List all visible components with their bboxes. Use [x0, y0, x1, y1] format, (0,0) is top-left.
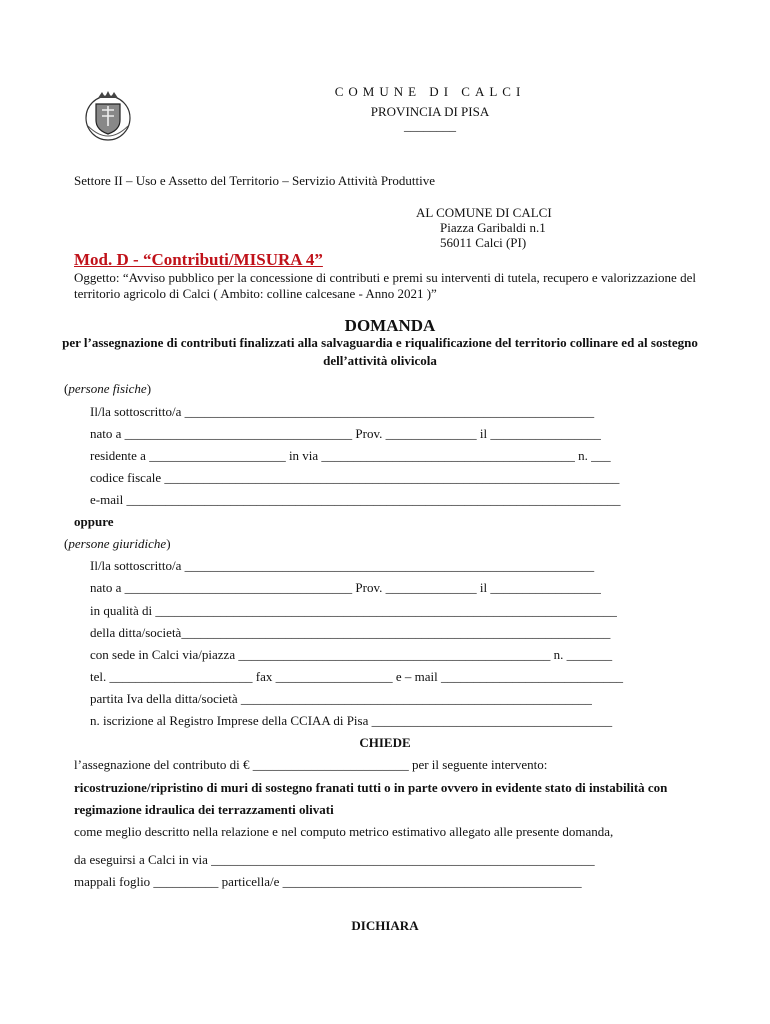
chiede-heading: CHIEDE — [359, 735, 411, 750]
pg-sottoscritto-field[interactable]: Il/la sottoscritto/a _______________________________________________________________ — [90, 558, 595, 573]
assegnazione-line[interactable]: l’assegnazione del contributo di € ________________________ per il seguente intervento: — [74, 757, 548, 772]
pg-registro-imprese-field[interactable]: n. iscrizione al Registro Imprese della CCIAA di Pisa _____________________________________ — [90, 713, 613, 728]
intervento-line-2: regimazione idraulica dei terrazzamenti olivati — [74, 802, 334, 817]
intervento-line-1: ricostruzione/ripristino di muri di sostegno franati tutti o in parte ovvero in evidente stato di instabilità con — [74, 780, 668, 795]
recipient-line-2: Piazza Garibaldi n.1 — [440, 220, 546, 235]
oppure-label: oppure — [74, 514, 114, 529]
mappali-field[interactable]: mappali foglio __________ particella/e ______________________________________________ — [74, 874, 582, 889]
descritto-line: come meglio descritto nella relazione e nel computo metrico estimativo allegato alle presente domanda, — [74, 824, 614, 839]
pf-codice-fiscale-field[interactable]: codice fiscale ______________________________________________________________________ — [90, 470, 620, 485]
oggetto-paragraph: Oggetto: “Avviso pubblico per la concessione di contributi e premi su interventi di tutela, recupero e valorizzazione del territorio agricolo di Calci ( Ambito: colline calcesane - Anno 2021 )” — [74, 270, 696, 301]
pg-ditta-field[interactable]: della ditta/società__________________________________________________________________ — [90, 625, 611, 640]
settore-line: Settore II – Uso e Assetto del Territorio – Servizio Attività Produttive — [74, 173, 435, 188]
domanda-title: DOMANDA — [344, 316, 436, 335]
header-rule: ________ — [404, 118, 456, 133]
persone-giuridiche-label: (persone giuridiche) — [64, 536, 171, 551]
persone-fisiche-text: persone fisiche — [68, 381, 147, 396]
header-comune: COMUNE DI CALCI — [334, 84, 526, 99]
pf-email-field[interactable]: e-mail ____________________________________________________________________________ — [90, 492, 621, 507]
da-eseguirsi-field[interactable]: da eseguirsi a Calci in via ___________________________________________________________ — [74, 852, 595, 867]
pg-nato-field[interactable]: nato a ___________________________________ Prov. ______________ il _________________ — [90, 580, 601, 595]
persone-giuridiche-text: persone giuridiche — [68, 536, 167, 551]
pg-contatti-field[interactable]: tel. ______________________ fax __________________ e – mail ____________________________ — [90, 669, 623, 684]
pg-partita-iva-field[interactable]: partita Iva della ditta/società ______________________________________________________ — [90, 691, 592, 706]
pg-qualita-field[interactable]: in qualità di _______________________________________________________________________ — [90, 603, 617, 618]
pf-nato-field[interactable]: nato a ___________________________________ Prov. ______________ il _________________ — [90, 426, 601, 441]
domanda-subtitle: per l’assegnazione di contributi finalizzati alla salvaguardia e riqualificazione del territorio collinare ed al sostegno dell’attività olivicola — [62, 335, 698, 368]
recipient-line-3: 56011 Calci (PI) — [440, 235, 527, 250]
header-provincia: PROVINCIA DI PISA — [370, 104, 490, 119]
persone-fisiche-label: (persone fisiche) — [64, 381, 152, 396]
recipient-line-1: AL COMUNE DI CALCI — [416, 205, 552, 220]
pf-residente-field[interactable]: residente a _____________________ in via _______________________________________ n. ___ — [90, 448, 611, 463]
pf-sottoscritto-field[interactable]: Il/la sottoscritto/a _______________________________________________________________ — [90, 404, 595, 419]
dichiara-heading: DICHIARA — [351, 918, 419, 933]
mod-title: Mod. D - “Contributi/MISURA 4” — [74, 250, 323, 269]
pg-sede-field[interactable]: con sede in Calci via/piazza ________________________________________________ n. _______ — [90, 647, 613, 662]
